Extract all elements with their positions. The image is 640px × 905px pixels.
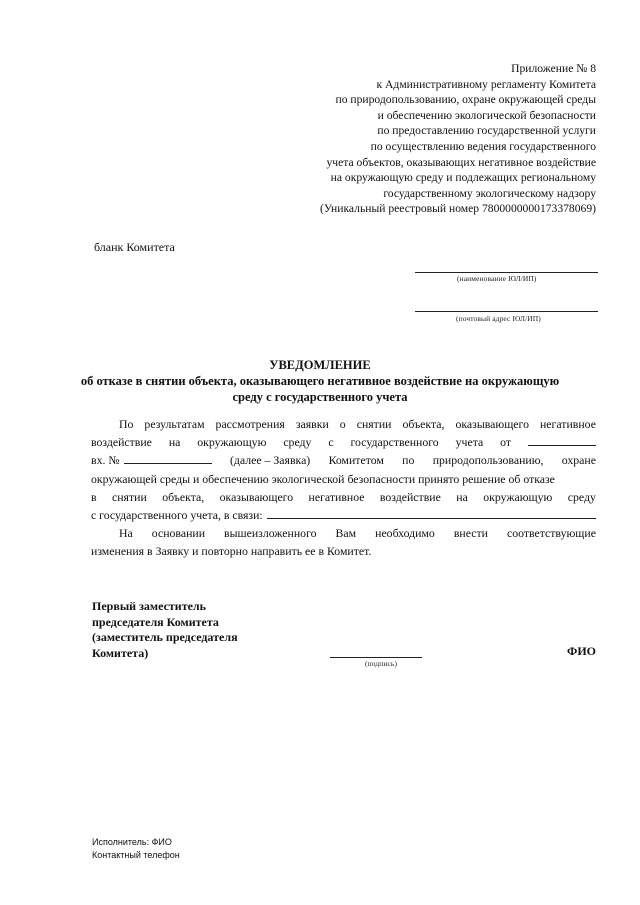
body-word: негативное [308, 489, 365, 504]
body-line-7 [91, 524, 596, 542]
body-word: объекта, [162, 489, 205, 504]
body-line-1 [91, 415, 596, 433]
body-word: воздействие [379, 489, 441, 504]
body-text: с государственного учета, в связи: [91, 507, 263, 522]
body-line-2 [91, 433, 596, 451]
body-word: внести [453, 526, 488, 541]
body-word: охране [561, 453, 596, 468]
body-word: воздействие [91, 435, 152, 450]
header-line: (Уникальный реестровый номер 7800000000173378069) [320, 202, 596, 216]
header-line: государственному экологическому надзору [383, 186, 596, 200]
body-word: среду [283, 435, 312, 450]
signer-fio: ФИО [567, 644, 596, 658]
body-word: окружающую [197, 435, 267, 450]
recipient-address-line [415, 311, 598, 312]
committee-letterhead-label: бланк Комитета [94, 240, 175, 254]
body-line-6 [91, 506, 596, 524]
executor-name: Исполнитель: ФИО [92, 837, 172, 847]
body-word: необходимо [375, 526, 435, 541]
title-subheading: об отказе в снятии объекта, оказывающего негативное воздействие на окружающую [80, 374, 560, 388]
header-line: Приложение № 8 [511, 62, 596, 75]
body-word: оказывающего [219, 489, 294, 504]
body-word: оказывающего [455, 417, 529, 431]
incoming-number-blank [124, 451, 212, 464]
date-blank [528, 433, 596, 446]
body-word: основании [151, 526, 206, 541]
body-word: Комитетом [328, 453, 384, 468]
body-word: рассмотрения [215, 417, 285, 431]
body-word: вышеизложенного [224, 526, 317, 541]
body-word: По [119, 417, 134, 431]
title-subheading: среду с государственного учета [232, 390, 408, 404]
body-word: государственного [350, 435, 439, 450]
header-line: к Административному регламенту Комитета [376, 77, 596, 91]
signature-line [330, 657, 422, 658]
body-word: заявки [295, 417, 329, 431]
notice-title [0, 357, 640, 405]
recipient-name-line [415, 272, 598, 273]
body-word: по [402, 453, 415, 468]
body-word: Вам [335, 526, 357, 541]
body-word: с [328, 435, 334, 450]
body-line-3 [91, 451, 596, 469]
reason-blank [267, 506, 596, 519]
signer-line: Комитета) [92, 645, 149, 660]
notice-body [91, 415, 596, 561]
body-text: изменения в Заявку и повторно направить ее в Комитет. [91, 544, 372, 559]
body-word: снятии [356, 417, 392, 431]
signer-line: Первый заместитель [92, 599, 206, 613]
body-word: объекта, [402, 417, 445, 431]
body-word: от [500, 435, 512, 450]
appendix-header [320, 61, 596, 217]
body-word: среду [567, 489, 596, 504]
body-word: (далее – Заявка) [229, 453, 311, 468]
signer-line: председателя Комитета [92, 614, 219, 629]
body-word: о [339, 417, 346, 431]
body-line-5 [91, 488, 596, 506]
executor-footer [92, 836, 180, 862]
header-line: на окружающую среду и подлежащих региональному [330, 171, 596, 185]
header-line: учета объектов, оказывающих негативное воздействие [326, 155, 596, 169]
body-line-8 [91, 542, 596, 560]
body-line-4 [91, 470, 596, 488]
body-word: снятии [112, 489, 147, 504]
body-text: окружающей среды и обеспечению экологической безопасности принято решение об отказе [91, 471, 555, 486]
header-line: по осуществлению ведения государственного [370, 139, 596, 153]
body-word: негативное [539, 417, 596, 431]
recipient-address-caption: (почтовый адрес ЮЛ/ИП) [456, 314, 541, 323]
incoming-number-label: вх. № [91, 453, 120, 468]
body-word: окружающую [483, 489, 553, 504]
header-line: по предоставлению государственной услуги [377, 124, 596, 138]
body-word: на [168, 435, 181, 450]
header-line: и обеспечению экологической безопасности [377, 108, 596, 122]
signature-caption: (подпись) [365, 659, 398, 668]
header-line: по природопользованию, охране окружающей среды [335, 93, 596, 107]
incoming-number-group [91, 451, 212, 469]
body-word: соответствующие [506, 526, 596, 541]
body-word: На [119, 526, 133, 541]
title-heading: УВЕДОМЛЕНИЕ [269, 358, 371, 372]
body-word: учета [455, 435, 484, 450]
signer-title [92, 599, 238, 661]
body-word: в [91, 489, 97, 504]
recipient-name-caption: (наименование ЮЛ/ИП) [457, 274, 537, 283]
body-word: результатам [144, 417, 205, 431]
executor-phone: Контактный телефон [92, 850, 180, 860]
body-word: на [456, 489, 468, 504]
signer-line: (заместитель председателя [92, 630, 238, 645]
body-word: природопользованию, [432, 453, 544, 468]
